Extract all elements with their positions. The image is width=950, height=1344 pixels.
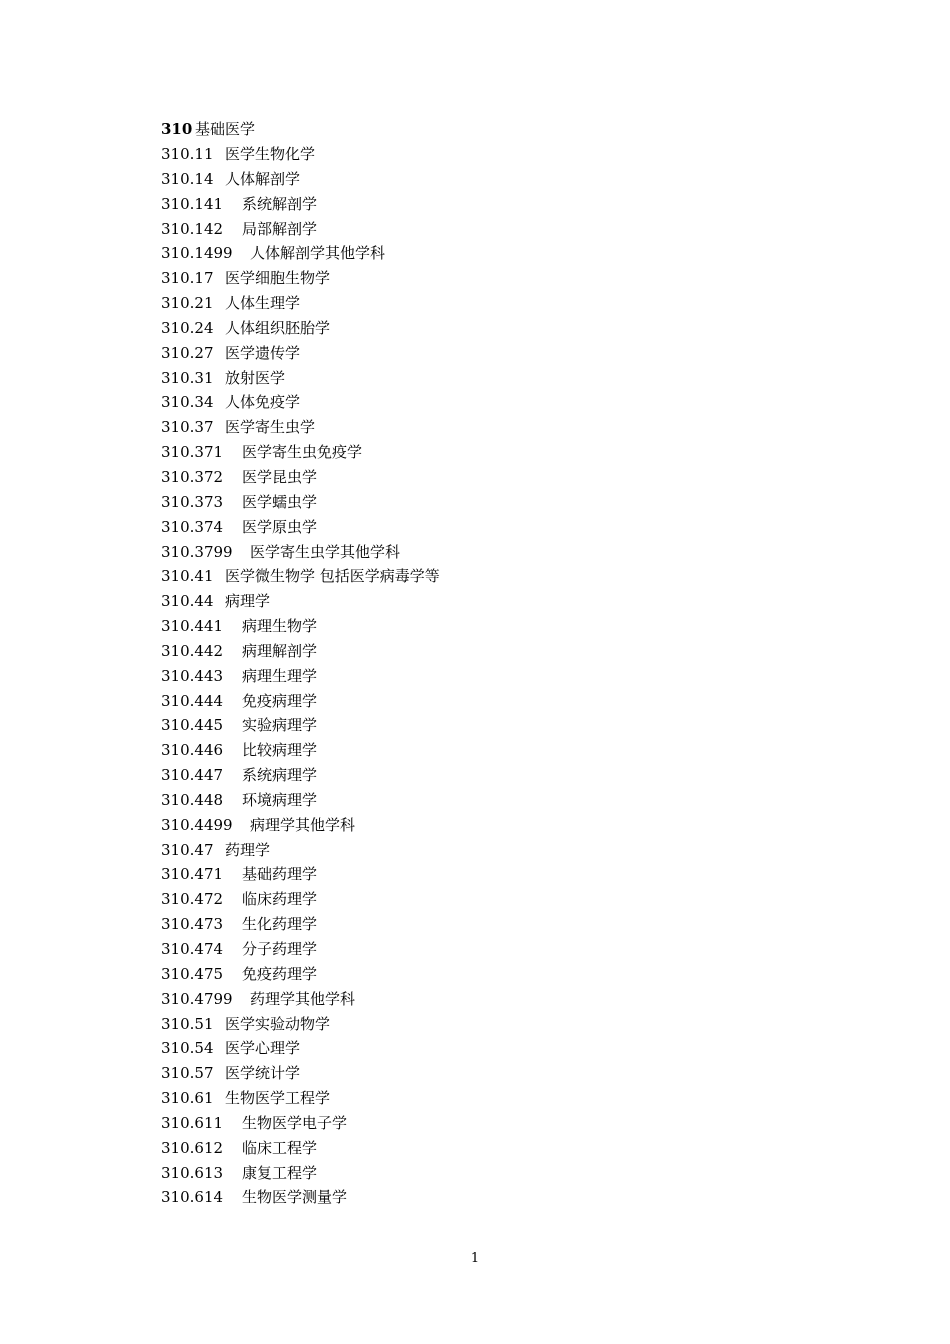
- list-item: [161, 341, 861, 366]
- discipline-name: 医学寄生虫免疫学: [242, 443, 363, 462]
- discipline-code: 310.447: [161, 766, 224, 785]
- discipline-code: 310.14: [161, 169, 214, 188]
- discipline-name: 病理学: [225, 592, 271, 611]
- list-item: [161, 1086, 861, 1111]
- discipline-code: 310.51: [161, 1014, 214, 1033]
- discipline-name: 医学生物化学: [225, 145, 316, 163]
- discipline-name: 医学遗传学: [225, 343, 301, 362]
- discipline-code: 310.474: [161, 940, 224, 958]
- discipline-name: 比较病理学: [242, 741, 318, 760]
- discipline-name: 人体生理学: [225, 294, 301, 313]
- list-item: [161, 838, 861, 863]
- discipline-name: 生物医学电子学: [242, 1113, 348, 1132]
- list-item: [161, 465, 861, 490]
- discipline-code: 310.443: [161, 666, 224, 685]
- list-item: [161, 664, 861, 689]
- discipline-code: 310.612: [161, 1138, 224, 1157]
- discipline-list: [161, 142, 861, 1210]
- list-item: [161, 390, 861, 415]
- list-item: [161, 192, 861, 217]
- discipline-code: 310.41: [161, 567, 214, 586]
- discipline-code: 310.54: [161, 1039, 214, 1058]
- list-item: [161, 887, 861, 912]
- discipline-code: 310.31: [161, 368, 214, 387]
- discipline-name: 医学寄生虫学: [225, 418, 316, 437]
- list-item: [161, 266, 861, 291]
- discipline-name: 生化药理学: [242, 915, 318, 934]
- discipline-name: 病理学其他学科: [250, 815, 356, 834]
- list-item: [161, 142, 861, 167]
- discipline-name: 人体组织胚胎学: [225, 318, 331, 337]
- discipline-code: 310.446: [161, 741, 224, 760]
- list-item: [161, 1012, 861, 1037]
- discipline-name: 医学统计学: [225, 1064, 301, 1083]
- discipline-code: 310.473: [161, 915, 224, 934]
- discipline-name: 人体解剖学: [225, 169, 301, 188]
- discipline-name: 环境病理学: [242, 790, 318, 809]
- list-item: [161, 440, 861, 465]
- discipline-code: 310.44: [161, 592, 214, 611]
- discipline-code: 310.614: [161, 1188, 224, 1207]
- list-item: [161, 639, 861, 664]
- list-item: [161, 689, 861, 714]
- discipline-code: 310.444: [161, 691, 224, 710]
- discipline-code: 310.3799: [161, 542, 233, 561]
- discipline-code: 310.475: [161, 964, 224, 983]
- section-heading: [161, 117, 255, 142]
- discipline-code: 310.17: [161, 269, 214, 288]
- list-item: [161, 1136, 861, 1161]
- list-item: [161, 614, 861, 639]
- list-item: [161, 738, 861, 763]
- list-item: [161, 862, 861, 887]
- discipline-code: 310.373: [161, 492, 224, 511]
- list-item: [161, 912, 861, 937]
- discipline-name: 系统解剖学: [242, 194, 318, 213]
- discipline-name: 药理学: [225, 840, 271, 859]
- list-item: [161, 589, 861, 614]
- discipline-name: 病理解剖学: [242, 641, 318, 660]
- discipline-code: 310.1499: [161, 244, 233, 263]
- list-item: [161, 713, 861, 738]
- list-item: [161, 937, 861, 962]
- discipline-name: 实验病理学: [242, 716, 318, 735]
- list-item: [161, 564, 861, 589]
- discipline-name: 医学实验动物学: [225, 1014, 331, 1033]
- discipline-name: 医学心理学: [225, 1039, 301, 1058]
- discipline-name: 医学原虫学: [242, 517, 318, 536]
- discipline-code: 310.4499: [161, 815, 233, 834]
- discipline-code: 310.472: [161, 890, 224, 909]
- discipline-name: 医学昆虫学: [242, 467, 318, 486]
- list-item: [161, 788, 861, 813]
- discipline-code: 310.613: [161, 1163, 224, 1182]
- discipline-code: 310.11: [161, 145, 214, 163]
- discipline-name: 放射医学: [225, 368, 286, 387]
- list-item: [161, 1161, 861, 1186]
- list-item: [161, 1185, 861, 1210]
- list-item: [161, 987, 861, 1012]
- section-code: 310: [161, 120, 193, 138]
- discipline-code: 310.27: [161, 343, 214, 362]
- list-item: [161, 962, 861, 987]
- list-item: [161, 1036, 861, 1061]
- list-item: [161, 540, 861, 565]
- list-item: [161, 1111, 861, 1136]
- list-item: [161, 813, 861, 838]
- list-item: [161, 241, 861, 266]
- discipline-code: 310.374: [161, 517, 224, 536]
- discipline-name: 医学寄生虫学其他学科: [250, 542, 401, 561]
- discipline-name: 病理生理学: [242, 666, 318, 685]
- discipline-code: 310.141: [161, 194, 224, 213]
- discipline-name: 免疫病理学: [242, 691, 318, 710]
- list-item: [161, 316, 861, 341]
- discipline-code: 310.445: [161, 716, 224, 735]
- discipline-name: 分子药理学: [242, 940, 318, 958]
- list-item: [161, 515, 861, 540]
- discipline-code: 310.4799: [161, 989, 233, 1008]
- list-item: [161, 490, 861, 515]
- discipline-name: 免疫药理学: [242, 964, 318, 983]
- discipline-code: 310.57: [161, 1064, 214, 1083]
- discipline-code: 310.37: [161, 418, 214, 437]
- discipline-code: 310.47: [161, 840, 214, 859]
- discipline-name: 系统病理学: [242, 766, 318, 785]
- discipline-name: 康复工程学: [242, 1163, 318, 1182]
- discipline-name: 医学微生物学 包括医学病毒学等: [225, 567, 440, 586]
- list-item: [161, 366, 861, 391]
- discipline-code: 310.24: [161, 318, 214, 337]
- list-item: [161, 1061, 861, 1086]
- discipline-name: 病理生物学: [242, 617, 318, 636]
- discipline-name: 人体免疫学: [225, 393, 301, 412]
- page-number: 1: [470, 1251, 480, 1266]
- discipline-name: 医学细胞生物学: [225, 269, 331, 288]
- discipline-code: 310.142: [161, 219, 224, 238]
- discipline-code: 310.448: [161, 790, 224, 809]
- discipline-code: 310.61: [161, 1089, 214, 1108]
- discipline-code: 310.372: [161, 467, 224, 486]
- discipline-code: 310.471: [161, 865, 224, 884]
- list-item: [161, 291, 861, 316]
- discipline-name: 临床药理学: [242, 890, 318, 909]
- list-item: [161, 217, 861, 242]
- discipline-name: 基础药理学: [242, 865, 318, 884]
- discipline-name: 局部解剖学: [242, 219, 318, 238]
- discipline-name: 临床工程学: [242, 1138, 318, 1157]
- discipline-code: 310.34: [161, 393, 214, 412]
- discipline-code: 310.21: [161, 294, 214, 313]
- section-title: 基础医学: [195, 120, 256, 138]
- discipline-name: 生物医学工程学: [225, 1089, 331, 1108]
- discipline-name: 医学蠕虫学: [242, 492, 318, 511]
- discipline-code: 310.442: [161, 641, 224, 660]
- discipline-name: 药理学其他学科: [250, 989, 356, 1008]
- discipline-name: 人体解剖学其他学科: [250, 244, 386, 263]
- discipline-code: 310.371: [161, 443, 224, 462]
- list-item: [161, 167, 861, 192]
- discipline-code: 310.611: [161, 1113, 224, 1132]
- list-item: [161, 415, 861, 440]
- discipline-name: 生物医学测量学: [242, 1188, 348, 1207]
- list-item: [161, 763, 861, 788]
- discipline-code: 310.441: [161, 617, 224, 636]
